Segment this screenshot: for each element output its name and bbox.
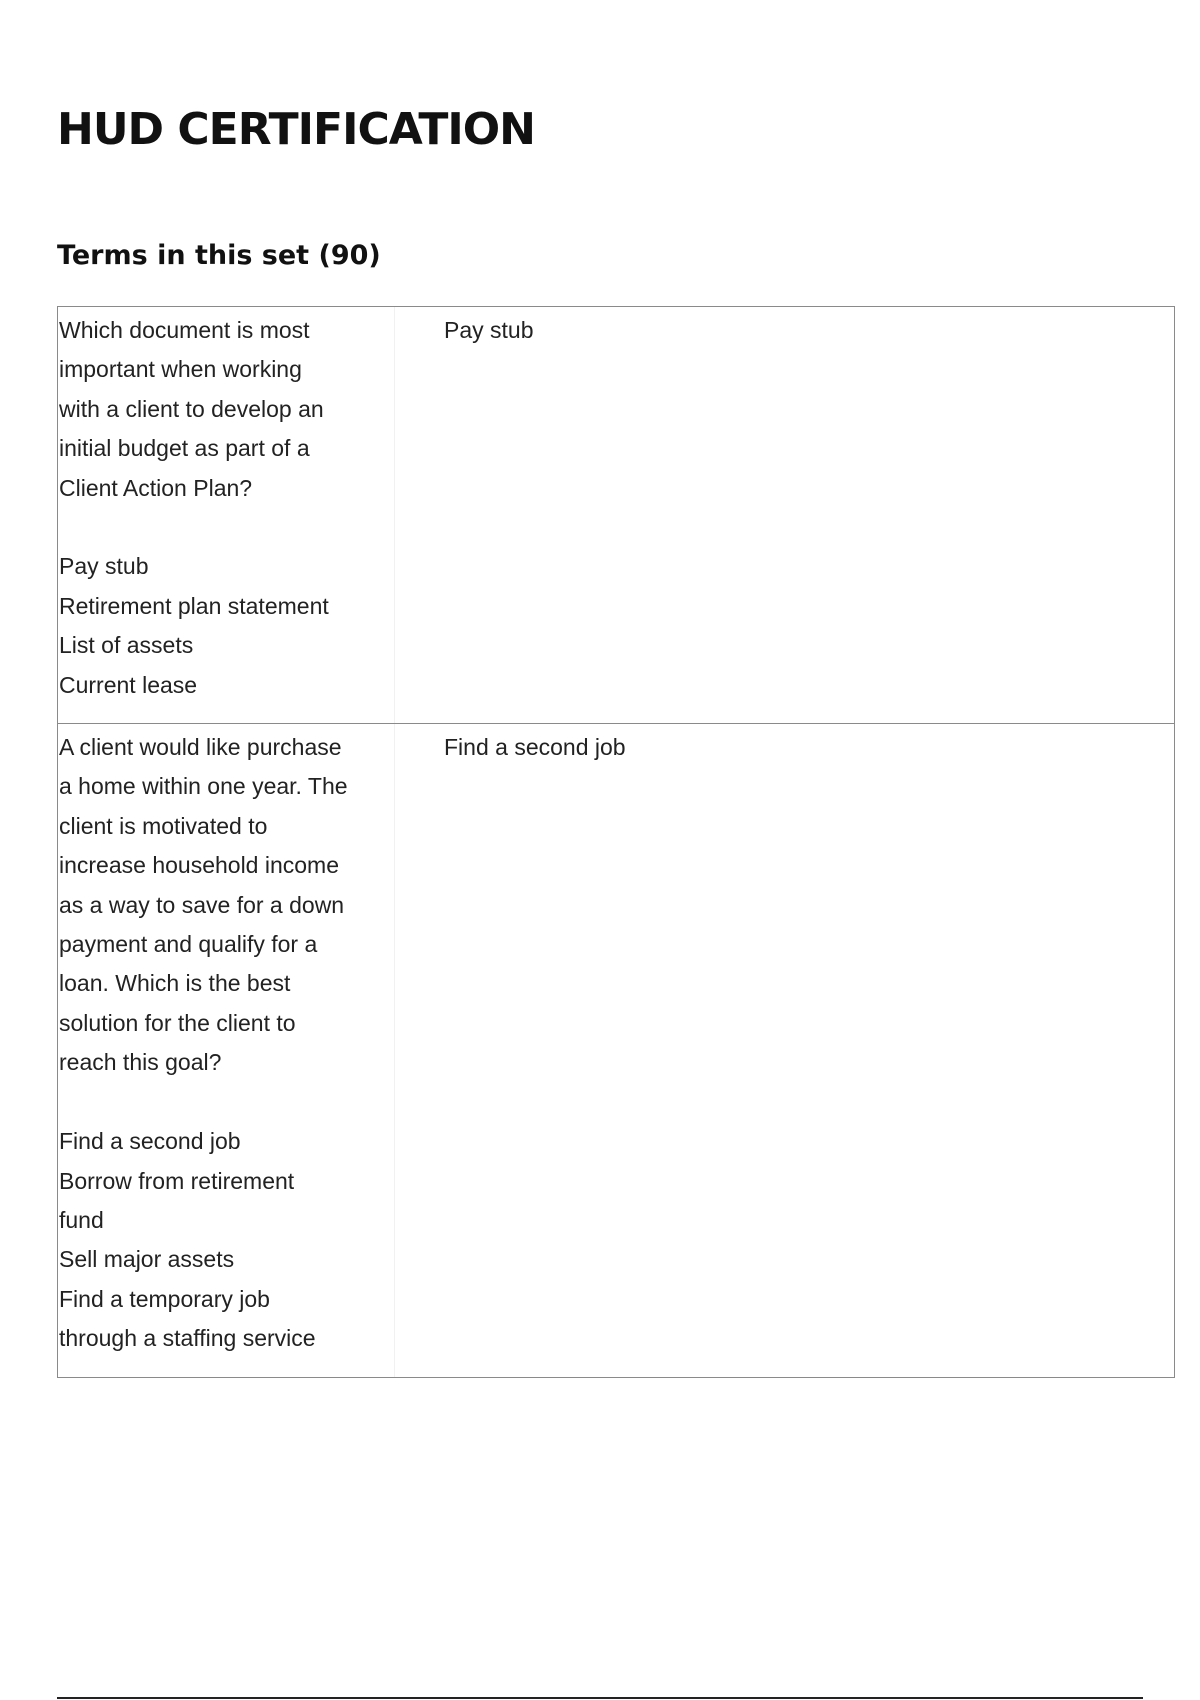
question-line: client is motivated to (59, 812, 268, 839)
option-line: Find a second job (59, 1128, 241, 1155)
term-question-cell (58, 307, 395, 723)
question-line: increase household income (59, 852, 340, 879)
question-line: reach this goal? (59, 1049, 222, 1076)
question-line: Which document is most (59, 317, 310, 343)
option-line: Find a temporary job (59, 1285, 270, 1312)
option-line: List of assets (59, 632, 194, 659)
option-line: Current lease (59, 671, 198, 698)
term-row (58, 724, 1174, 1376)
question-line: as a way to save for a down (59, 891, 345, 918)
option-line: through a staffing service (59, 1325, 316, 1352)
question-gap (59, 1083, 394, 1122)
question-line: payment and qualify for a (59, 931, 318, 958)
page-title: HUD CERTIFICATION (57, 104, 535, 155)
question-line: a home within one year. The (59, 773, 348, 800)
question-line: A client would like purchase (59, 734, 342, 761)
option-line: fund (59, 1206, 104, 1233)
option-line: Retirement plan statement (59, 592, 329, 619)
question-gap (59, 508, 394, 547)
term-row (58, 307, 1174, 724)
question-line: Client Action Plan? (59, 474, 253, 501)
option-line: Borrow from retirement (59, 1167, 295, 1194)
question-line: solution for the client to (59, 1009, 296, 1036)
set-heading: Terms in this set (90) (57, 240, 381, 271)
question-line: important when working (59, 356, 302, 383)
question-line: loan. Which is the best (59, 970, 291, 997)
answer-text: Find a second job (444, 734, 626, 761)
footer-divider (57, 1697, 1143, 1699)
answer-text: Pay stub (444, 317, 534, 343)
option-line: Sell major assets (59, 1246, 235, 1273)
term-answer-cell (395, 724, 1174, 1376)
term-answer-cell (395, 307, 1174, 723)
question-line: initial budget as part of a (59, 435, 310, 462)
term-question-cell (58, 724, 395, 1376)
question-line: with a client to develop an (59, 395, 324, 422)
option-line: Pay stub (59, 553, 149, 580)
terms-table (57, 306, 1175, 1378)
